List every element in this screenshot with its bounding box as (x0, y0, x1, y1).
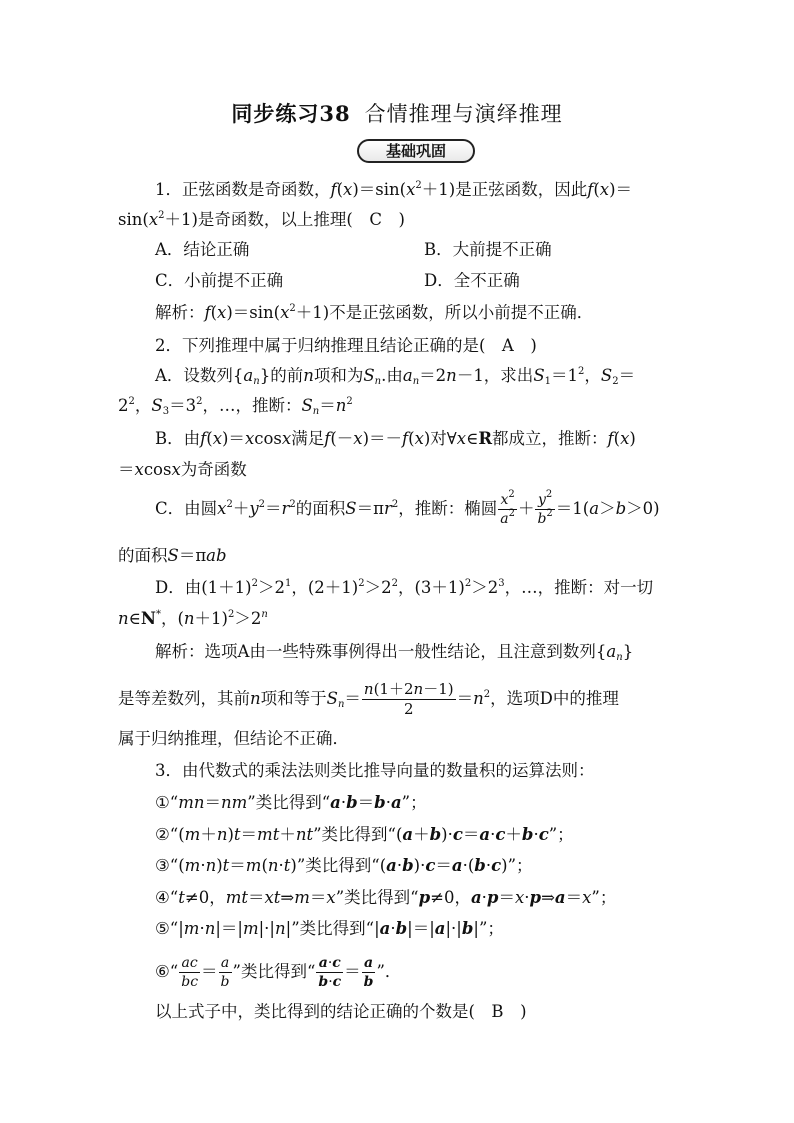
q2-option-c-line2: 的面积S＝πab (118, 546, 227, 565)
q3-item-6: ⑥“ $\frac{ac}{bc}$ ＝ $\frac{a}{b}$ ”类比得到“ $\frac{a\cdot c}{b\cdot c}$ ＝ $\frac{a}{b}$ ”． (155, 955, 402, 990)
q2-solution-line1: 解析：选项A由一些特殊事例得出一般性结论，且注意到数列$\{a_n\}$ (155, 642, 634, 663)
q2-option-b-line2: ＝xcosx为奇函数 (118, 460, 247, 479)
q3-item-5: ⑤“|m·n|＝|m|·|n|”类比得到“|a·b|＝|a|·|b|”； (155, 919, 504, 938)
q2-solution-line2: 是等差数列，其前n项和等于$S_n=$ $\frac{n(1+2n-1)}{2}$ $=n^2$，选项D中的推理 (118, 680, 619, 718)
q2-option-d-line1: D．由$(1+1)^2>2^1$，$(2+1)^2>2^2$，$(3+1)^2>2^3$，…，推断：对一切 (155, 578, 654, 597)
section-badge: 基础巩固 (357, 139, 475, 163)
ellipse-y-fraction: $\frac{y^2}{b^2}$ (537, 489, 553, 527)
vector-ac-bc-fraction: $\frac{a\cdot c}{b\cdot c}$ (318, 955, 342, 990)
ellipse-x-fraction: $\frac{x^2}{a^2}$ (500, 489, 515, 527)
q3-item-4: ④“t≠0，mt＝xt⇒m＝x”类比得到“p≠0，a·p＝x·p⇒a＝x”； (155, 888, 617, 907)
page-title (0, 98, 794, 128)
q3-item-1: ①“mn＝nm”类比得到“a·b＝b·a”； (155, 793, 427, 812)
q1-option-a: A．结论正确 (155, 240, 250, 259)
q2-option-d-line2: n∈N*，$(n+1)^2>2^n$ (118, 609, 268, 628)
title-topic: 合情推理与演绎推理 (364, 102, 563, 126)
q1-solution: 解析：$f(x)=\sin(x^2+1)$不是正弦函数，所以小前提不正确． (155, 303, 594, 322)
ac-bc-fraction: $\frac{ac}{bc}$ (181, 955, 199, 990)
q3-stem: 3．由代数式的乘法法则类比推导向量的数量积的运算法则： (155, 761, 595, 780)
sum-fraction: $\frac{n(1+2n-1)}{2}$ (363, 680, 454, 718)
q2-solution-line3: 属于归纳推理，但结论不正确． (118, 729, 349, 748)
q3-stem-2: 以上式子中，类比得到的结论正确的个数是( B ) (155, 1002, 527, 1021)
q1-option-c: C．小前提不正确 (155, 271, 284, 290)
vector-a-b-fraction: $\frac{a}{b}$ (363, 955, 374, 990)
q1-option-b: B．大前提不正确 (424, 240, 552, 259)
a-b-fraction: $\frac{a}{b}$ (220, 955, 230, 990)
q2-option-a-line1: A．设数列$\{a_n\}$的前n项和为$S_n$.由$a_n=2n-1$，求出$S_1=1^2$，$S_2=$ (155, 366, 636, 387)
q2-option-b-line1: B．由f(x)＝xcosx满足f(－x)＝－f(x)对∀x∈R都成立，推断：f(x) (155, 429, 636, 448)
q2-option-c-line1: C．由圆$x^2+y^2=r^2$的面积$S=\pi r^2$，推断：椭圆 $\frac{x^2}{a^2}$ ＋ $\frac{y^2}{b^2}$ ＝1(a＞b＞0) (155, 489, 660, 527)
q1-line1: 1．正弦函数是奇函数，$f(x)=\sin(x^2+1)$是正弦函数，因此f(x)＝ (155, 180, 633, 199)
q1-line2: $\sin(x^2+1)$是奇函数，以上推理( C ) (118, 210, 405, 229)
q1-option-d: D．全不正确 (424, 271, 520, 290)
q2-option-a-line2: $2^2$，$S_3=3^2$，…，推断：$S_n=n^2$ (118, 396, 353, 417)
q3-item-2: ②“(m＋n)t＝mt＋nt”类比得到“(a＋b)·c＝a·c＋b·c”； (155, 825, 574, 844)
title-main: 同步练习38 (231, 101, 351, 126)
q2-stem: 2．下列推理中属于归纳推理且结论正确的是( A ) (155, 336, 537, 355)
q3-item-3: ③“(m·n)t＝m(n·t)”类比得到“(a·b)·c＝a·(b·c)”； (155, 856, 533, 875)
